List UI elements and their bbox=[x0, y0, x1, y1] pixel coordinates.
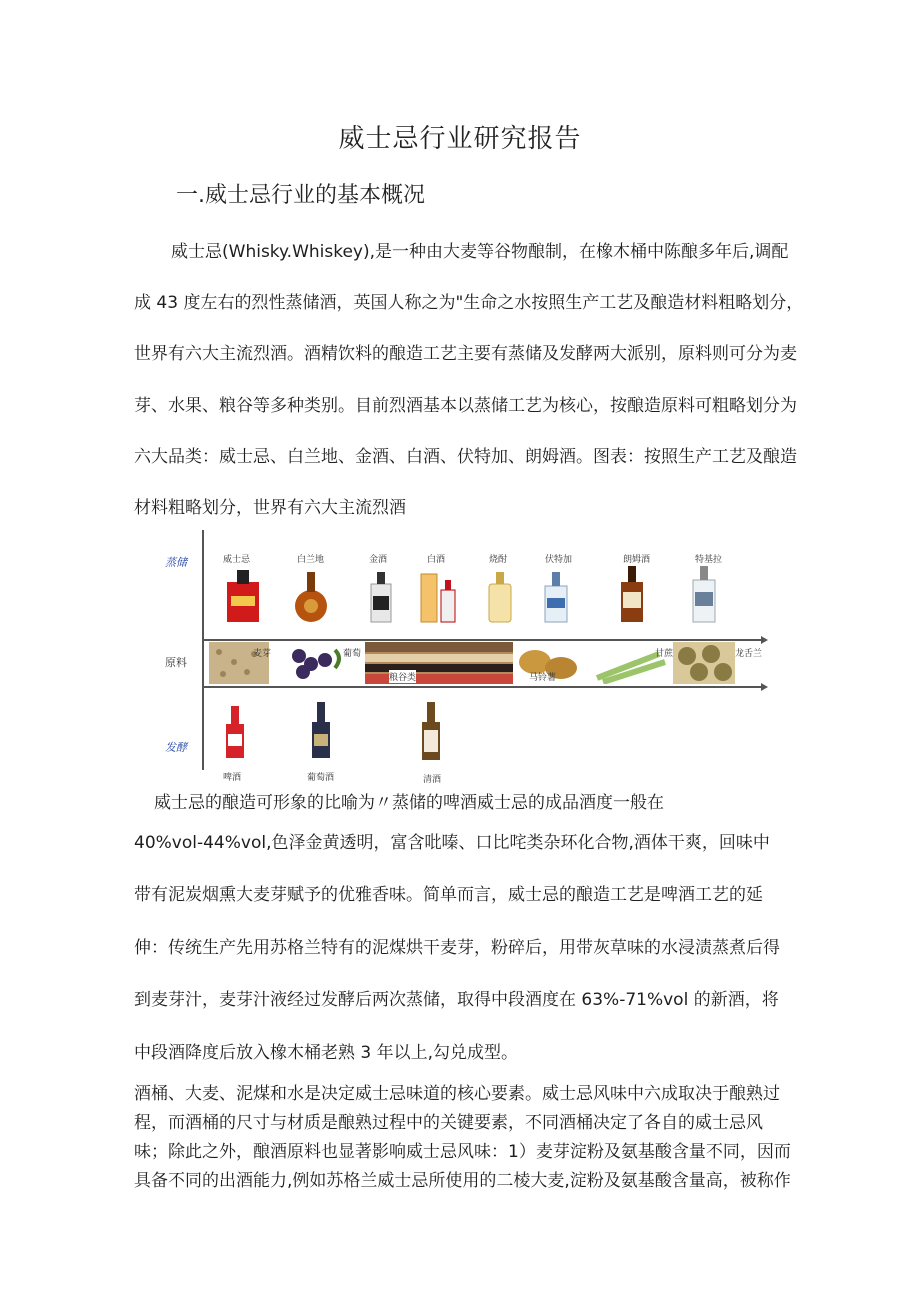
label-agave: 龙舌兰 bbox=[735, 649, 763, 659]
label-rum: 朗姆酒 bbox=[623, 555, 651, 565]
arrow-head bbox=[761, 636, 768, 644]
label-whisky: 威士忌 bbox=[223, 555, 251, 565]
text-line: 到麦芽汁，麦芽汁液经过发酵后两次蒸储，取得中段酒度在 63%-71%vol 的新酒，将 bbox=[134, 990, 779, 1011]
tequila-bottle bbox=[689, 562, 719, 624]
sake-bottle bbox=[419, 700, 443, 762]
label-grains: 粮谷类 bbox=[389, 670, 416, 683]
label-sugarcane: 甘蔗 bbox=[655, 649, 674, 659]
label-potato: 马铃薯 bbox=[529, 673, 557, 683]
spirits-classification-diagram bbox=[157, 524, 777, 786]
label-vodka: 伏特加 bbox=[545, 555, 573, 565]
vodka-bottle bbox=[541, 568, 571, 624]
agave-image bbox=[673, 642, 735, 684]
label-shochu: 烧酎 bbox=[489, 555, 508, 565]
gin-bottle bbox=[367, 568, 395, 624]
lower-axis bbox=[202, 686, 762, 688]
upper-axis bbox=[202, 639, 762, 641]
intro-paragraph bbox=[134, 227, 804, 534]
row-label-ferment: 发酵 bbox=[165, 741, 187, 754]
label-wine: 葡萄酒 bbox=[307, 773, 335, 783]
text-line: 带有泥炭烟熏大麦芽赋予的优雅香味。简单而言，威士忌的酿造工艺是啤酒工艺的延 bbox=[134, 885, 763, 906]
shochu-bottle bbox=[485, 568, 515, 624]
text-line: 威士忌(Whisky.Whiskey),是一种由大麦等谷物酿制，在橡木桶中陈酿多年后,调配 bbox=[171, 242, 789, 262]
text-line: 成 43 度左右的烈性蒸储酒，英国人称之为"生命之水按照生产工艺及酿造材料粗略划分， bbox=[134, 293, 804, 314]
grape-image bbox=[285, 642, 349, 684]
metaphor-paragraph-first-line bbox=[134, 788, 794, 818]
rum-bottle bbox=[617, 562, 647, 624]
text-line: 具备不同的出酒能力,例如苏格兰威士忌所使用的二棱大麦,淀粉及氨基酸含量高，被称作 bbox=[134, 1171, 791, 1191]
text-line: 中段酒降度后放入橡木桶老熟 3 年以上,勾兑成型。 bbox=[134, 1042, 519, 1063]
brandy-bottle bbox=[293, 568, 329, 624]
text-line: 程，而酒桶的尺寸与材质是酿熟过程中的关键要素，不同酒桶决定了各自的威士忌风 bbox=[134, 1113, 763, 1133]
text-line: 世界有六大主流烈酒。酒精饮料的酿造工艺主要有蒸储及发酵两大派别，原料则可分为麦 bbox=[134, 344, 797, 365]
wine-bottle bbox=[309, 700, 333, 760]
core-factors-paragraph bbox=[134, 1080, 794, 1196]
grains-image bbox=[365, 642, 513, 684]
whisky-bottle bbox=[223, 568, 263, 624]
label-malt: 麦芽 bbox=[253, 649, 272, 659]
label-tequila: 特基拉 bbox=[695, 555, 723, 565]
row-label-material: 原料 bbox=[165, 656, 187, 669]
text-line: 材料粗略划分，世界有六大主流烈酒 bbox=[134, 498, 406, 519]
text-line: 威士忌的酿造可形象的比喻为〃蒸储的啤酒威士忌的成品酒度一般在 bbox=[154, 793, 664, 813]
section-heading: 一.威士忌行业的基本概况 bbox=[176, 183, 425, 208]
label-gin: 金酒 bbox=[369, 555, 388, 565]
label-brandy: 白兰地 bbox=[297, 555, 325, 565]
text-line: 味；除此之外，酿酒原料也显著影响威士忌风味：1）麦芽淀粉及氨基酸含量不同，因而 bbox=[134, 1142, 791, 1162]
row-label-distill: 蒸储 bbox=[165, 556, 187, 569]
text-line: 40%vol-44%vol,色泽金黄透明，富含吡嗪、口比咤类杂环化合物,酒体干爽，回味中 bbox=[134, 833, 770, 853]
text-line: 伸：传统生产先用苏格兰特有的泥煤烘干麦芽，粉碎后，用带灰草味的水浸渍蒸煮后得 bbox=[134, 937, 780, 958]
text-line: 酒桶、大麦、泥煤和水是决定威士忌味道的核心要素。威士忌风味中六成取决于酿熟过 bbox=[134, 1084, 780, 1104]
label-baijiu: 白酒 bbox=[427, 555, 446, 565]
beer-bottle bbox=[223, 702, 247, 760]
brewing-paragraph bbox=[134, 817, 794, 1079]
label-beer: 啤酒 bbox=[223, 773, 242, 783]
text-line: 六大品类：威士忌、白兰地、金酒、白酒、伏特加、朗姆酒。图表：按照生产工艺及酿造 bbox=[134, 446, 797, 467]
label-grape: 葡萄 bbox=[343, 649, 362, 659]
label-sake: 清酒 bbox=[423, 775, 442, 785]
baijiu-bottle bbox=[419, 568, 459, 624]
arrow-head bbox=[761, 683, 768, 691]
vertical-axis bbox=[202, 530, 204, 770]
document-title: 威士忌行业研究报告 bbox=[338, 124, 582, 154]
text-line: 芽、水果、粮谷等多种类别。目前烈酒基本以蒸储工艺为核心，按酿造原料可粗略划分为 bbox=[134, 395, 797, 416]
